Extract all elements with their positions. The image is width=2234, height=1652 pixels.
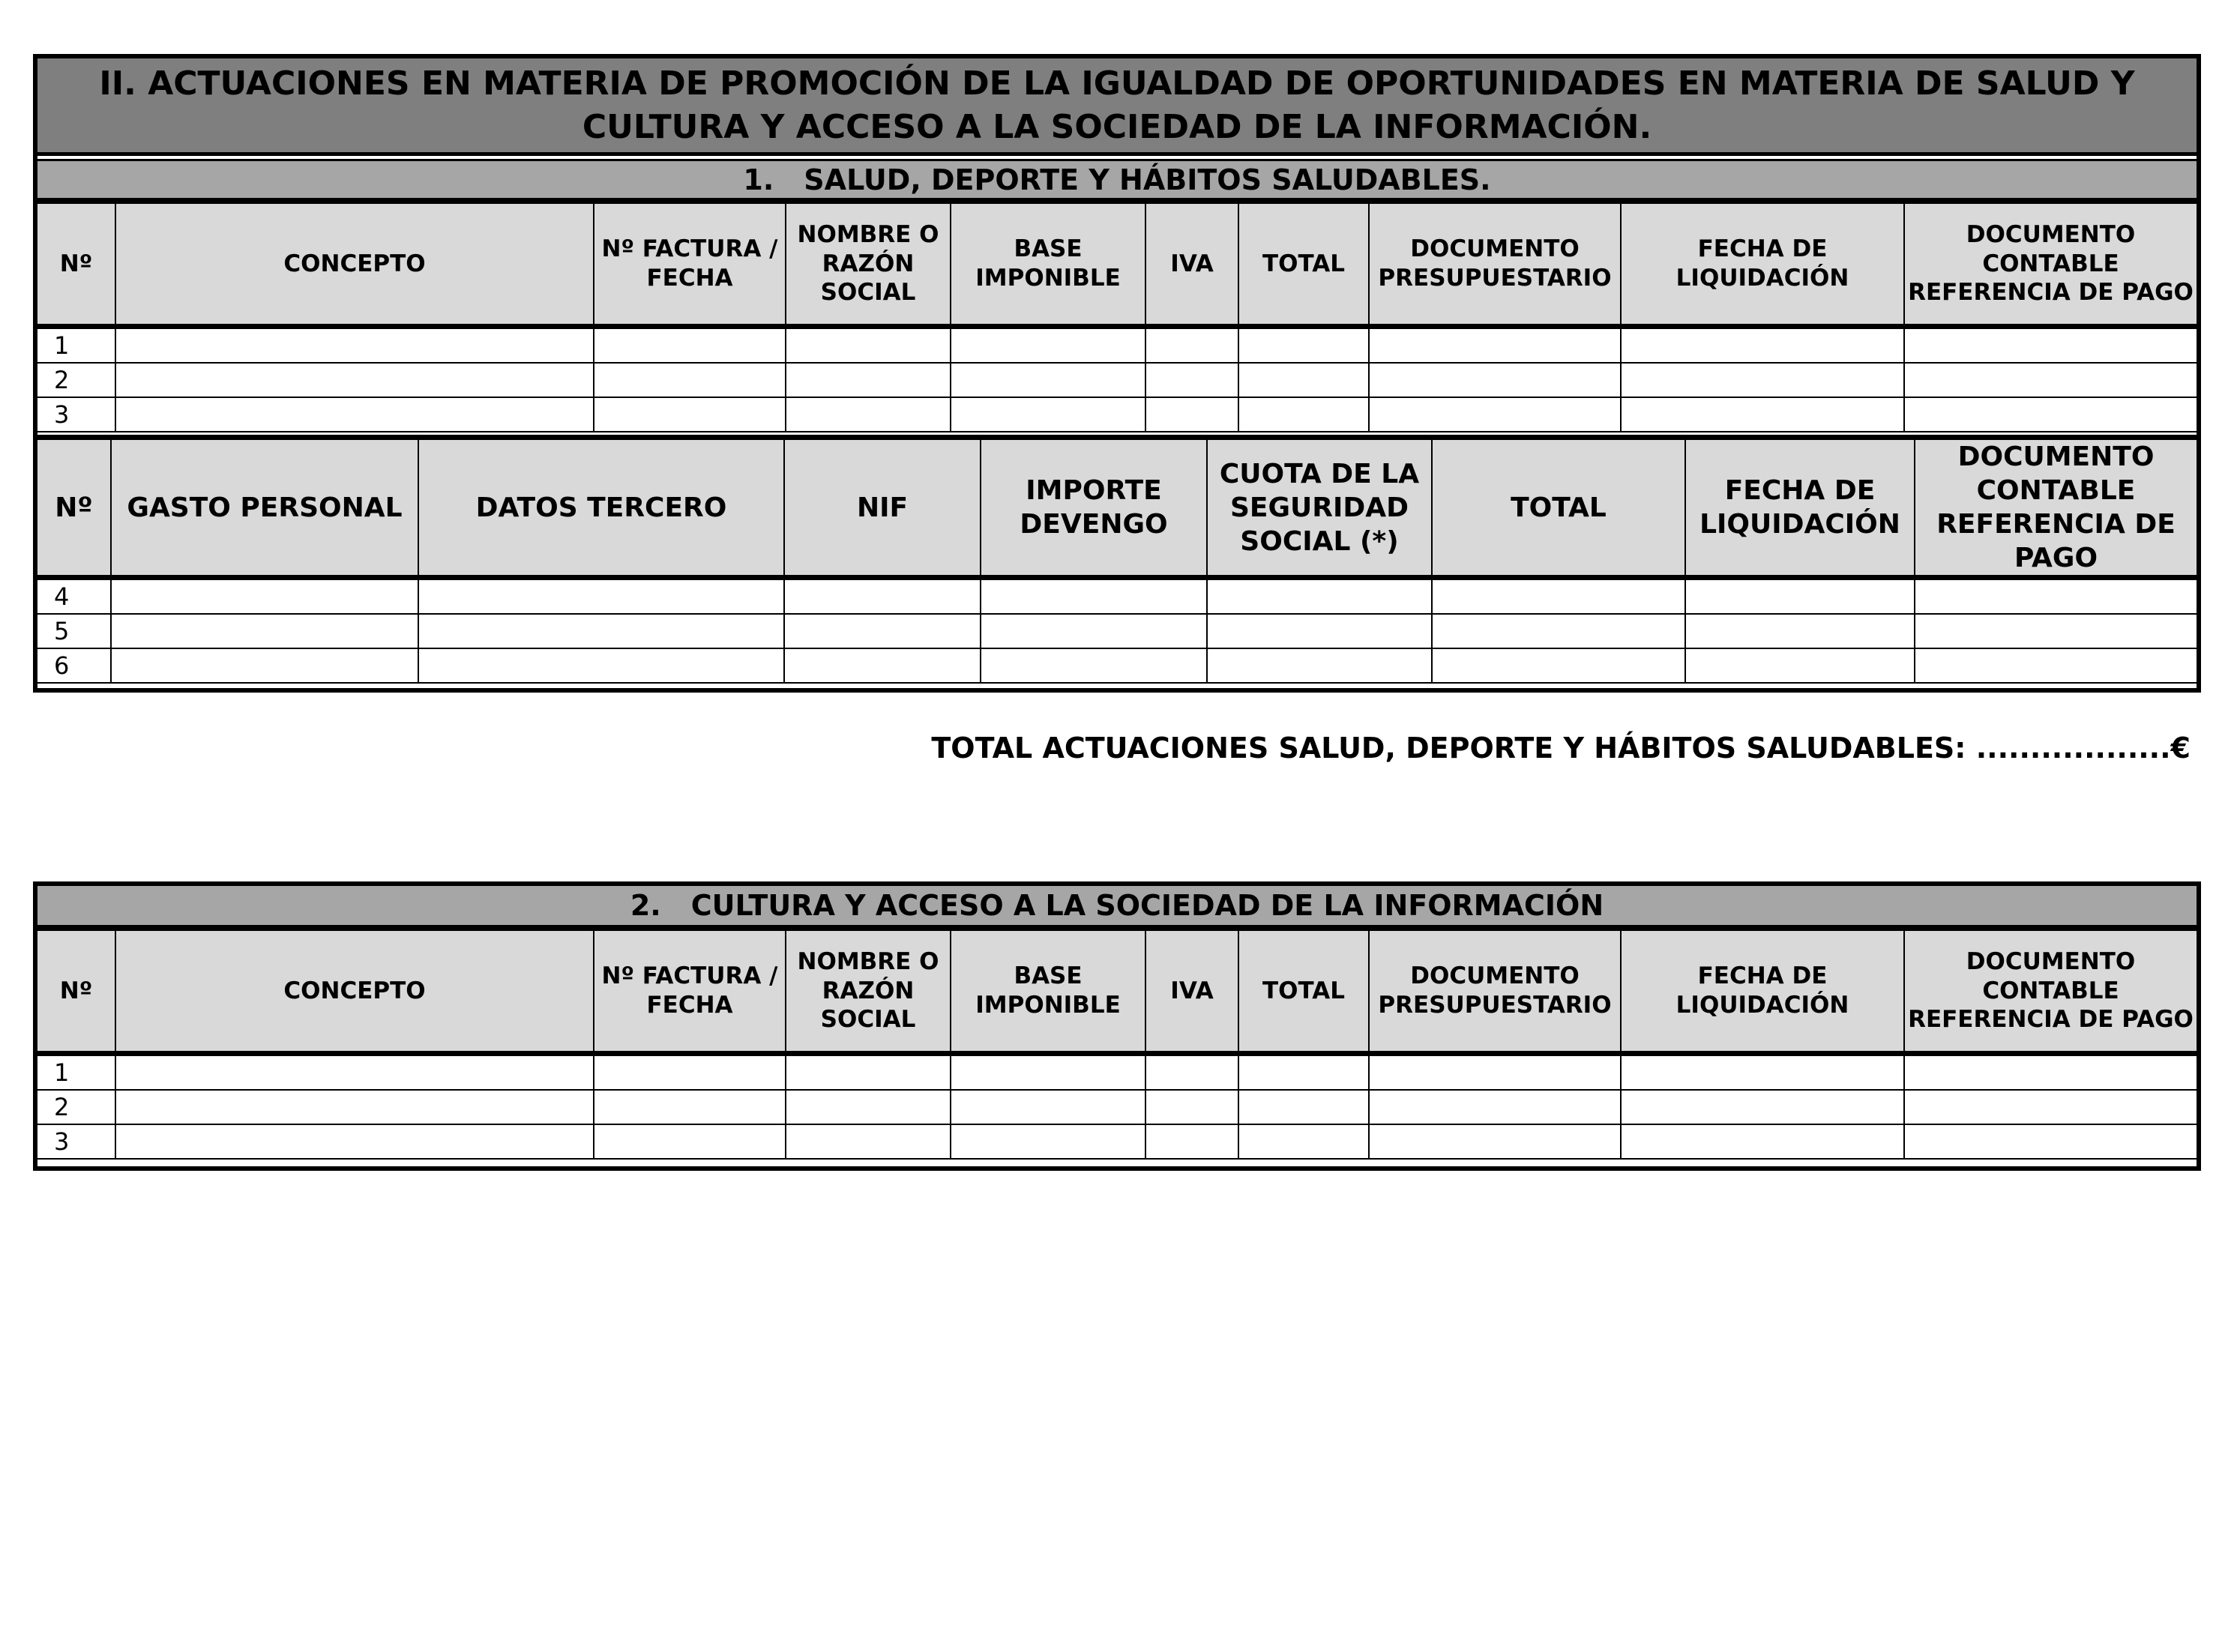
personnel-table-section1 [37, 435, 2197, 684]
col-header-doc-presupuestario: DOCUMENTO PRESUPUESTARIO [1369, 930, 1621, 1054]
table-row [37, 1054, 2197, 1091]
cell-fecha[interactable] [1621, 1124, 1904, 1159]
invoice-table-section2 [37, 929, 2197, 1160]
cell-cuota[interactable] [1207, 578, 1432, 615]
cell-total[interactable] [1238, 1054, 1369, 1091]
cell-gasto-personal[interactable] [111, 578, 418, 615]
cell-nombre[interactable] [786, 363, 951, 397]
section1-box [33, 54, 2201, 693]
table-row [37, 1090, 2197, 1124]
section1-total-line: TOTAL ACTUACIONES SALUD, DEPORTE Y HÁBITOS SALUDABLES: ..................€ [931, 732, 2191, 765]
cell-factura[interactable] [594, 397, 786, 432]
cell-concepto[interactable] [115, 1054, 594, 1091]
row-number: 5 [37, 614, 111, 648]
section1-title [37, 159, 2197, 202]
col-header-concepto: CONCEPTO [115, 203, 594, 327]
section2-box [33, 881, 2201, 1171]
cell-doc-presupuestario[interactable] [1369, 1054, 1621, 1091]
cell-doc-presupuestario[interactable] [1369, 1124, 1621, 1159]
col-header-importe-devengo: IMPORTE DEVENGO [981, 438, 1207, 578]
cell-gasto-personal[interactable] [111, 614, 418, 648]
section1-title-text: SALUD, DEPORTE Y HÁBITOS SALUDABLES. [804, 163, 1491, 196]
cell-nif[interactable] [784, 648, 981, 683]
cell-factura[interactable] [594, 1054, 786, 1091]
col-header-total: TOTAL [1238, 203, 1369, 327]
cell-nombre[interactable] [786, 1054, 951, 1091]
col-header-iva: IVA [1145, 203, 1238, 327]
cell-importe[interactable] [981, 648, 1207, 683]
cell-concepto[interactable] [115, 1090, 594, 1124]
cell-base[interactable] [951, 1124, 1145, 1159]
cell-base[interactable] [951, 1054, 1145, 1091]
cell-doc-contable[interactable] [1915, 578, 2197, 615]
col-header-datos-tercero: DATOS TERCERO [418, 438, 784, 578]
col-header-fecha-liquidacion: FECHA DE LIQUIDACIÓN [1621, 930, 1904, 1054]
table-row [37, 578, 2197, 615]
col-header-factura: Nº FACTURA / FECHA [594, 203, 786, 327]
col-header-doc-contable: DOCUMENTO CONTABLE REFERENCIA DE PAGO [1915, 438, 2197, 578]
col-header-fecha-liquidacion: FECHA DE LIQUIDACIÓN [1621, 203, 1904, 327]
cell-fecha[interactable] [1685, 614, 1915, 648]
main-title: II. ACTUACIONES EN MATERIA DE PROMOCIÓN DE LA IGUALDAD DE OPORTUNIDADES EN MATERIA DE SALUD Y CULTURA Y ACCESO A LA SOCIEDAD DE LA INFORMACIÓN. [37, 58, 2197, 156]
cell-doc-presupuestario[interactable] [1369, 363, 1621, 397]
col-header-nombre: NOMBRE O RAZÓN SOCIAL [786, 930, 951, 1054]
cell-fecha[interactable] [1621, 397, 1904, 432]
cell-concepto[interactable] [115, 363, 594, 397]
cell-total[interactable] [1432, 578, 1685, 615]
cell-total[interactable] [1238, 1124, 1369, 1159]
cell-importe[interactable] [981, 614, 1207, 648]
row-number: 1 [37, 327, 115, 364]
col-header-base: BASE IMPONIBLE [951, 930, 1145, 1054]
cell-factura[interactable] [594, 327, 786, 364]
cell-nif[interactable] [784, 614, 981, 648]
cell-factura[interactable] [594, 1090, 786, 1124]
cell-fecha[interactable] [1621, 327, 1904, 364]
col-header-doc-contable: DOCUMENTO CONTABLE REFERENCIA DE PAGO [1904, 930, 2197, 1054]
cell-datos-tercero[interactable] [418, 614, 784, 648]
row-number: 6 [37, 648, 111, 683]
cell-total[interactable] [1432, 648, 1685, 683]
cell-concepto[interactable] [115, 1124, 594, 1159]
cell-fecha[interactable] [1621, 1054, 1904, 1091]
cell-iva[interactable] [1145, 1090, 1238, 1124]
section2-title [37, 886, 2197, 929]
col-header-no: Nº [37, 438, 111, 578]
cell-total[interactable] [1238, 1090, 1369, 1124]
row-number: 3 [37, 1124, 115, 1159]
cell-iva[interactable] [1145, 397, 1238, 432]
cell-fecha[interactable] [1685, 578, 1915, 615]
cell-base[interactable] [951, 363, 1145, 397]
cell-doc-presupuestario[interactable] [1369, 1090, 1621, 1124]
row-number: 2 [37, 1090, 115, 1124]
cell-base[interactable] [951, 397, 1145, 432]
cell-iva[interactable] [1145, 1124, 1238, 1159]
col-header-no: Nº [37, 203, 115, 327]
col-header-gasto-personal: GASTO PERSONAL [111, 438, 418, 578]
table-header-row [37, 203, 2197, 327]
cell-doc-contable[interactable] [1904, 363, 2197, 397]
section2-number: 2. [630, 889, 661, 922]
col-header-no: Nº [37, 930, 115, 1054]
cell-fecha[interactable] [1685, 648, 1915, 683]
cell-doc-presupuestario[interactable] [1369, 397, 1621, 432]
cell-doc-contable[interactable] [1915, 648, 2197, 683]
table-header-row [37, 438, 2197, 578]
col-header-base: BASE IMPONIBLE [951, 203, 1145, 327]
row-number: 1 [37, 1054, 115, 1091]
cell-factura[interactable] [594, 1124, 786, 1159]
cell-total[interactable] [1238, 397, 1369, 432]
invoice-table-section1 [37, 202, 2197, 432]
col-header-nombre: NOMBRE O RAZÓN SOCIAL [786, 203, 951, 327]
cell-nombre[interactable] [786, 397, 951, 432]
cell-total[interactable] [1432, 614, 1685, 648]
table-row [37, 327, 2197, 364]
col-header-doc-contable: DOCUMENTO CONTABLE REFERENCIA DE PAGO [1904, 203, 2197, 327]
cell-doc-contable[interactable] [1904, 327, 2197, 364]
table-row [37, 363, 2197, 397]
table-row [37, 1124, 2197, 1159]
cell-fecha[interactable] [1621, 363, 1904, 397]
cell-concepto[interactable] [115, 327, 594, 364]
cell-nombre[interactable] [786, 1124, 951, 1159]
cell-total[interactable] [1238, 327, 1369, 364]
table-row [37, 648, 2197, 683]
cell-doc-contable[interactable] [1904, 1054, 2197, 1091]
cell-doc-contable[interactable] [1904, 1124, 2197, 1159]
col-header-fecha-liquidacion: FECHA DE LIQUIDACIÓN [1685, 438, 1915, 578]
col-header-cuota-ss: CUOTA DE LA SEGURIDAD SOCIAL (*) [1207, 438, 1432, 578]
cell-iva[interactable] [1145, 1054, 1238, 1091]
cell-base[interactable] [951, 327, 1145, 364]
cell-concepto[interactable] [115, 397, 594, 432]
table-header-row [37, 930, 2197, 1054]
cell-factura[interactable] [594, 363, 786, 397]
cell-fecha[interactable] [1621, 1090, 1904, 1124]
row-number: 2 [37, 363, 115, 397]
row-number: 4 [37, 578, 111, 615]
cell-nombre[interactable] [786, 327, 951, 364]
cell-iva[interactable] [1145, 363, 1238, 397]
col-header-iva: IVA [1145, 930, 1238, 1054]
table-row [37, 397, 2197, 432]
cell-datos-tercero[interactable] [418, 648, 784, 683]
cell-cuota[interactable] [1207, 614, 1432, 648]
col-header-concepto: CONCEPTO [115, 930, 594, 1054]
col-header-factura: Nº FACTURA / FECHA [594, 930, 786, 1054]
col-header-nif: NIF [784, 438, 981, 578]
cell-total[interactable] [1238, 363, 1369, 397]
table-row [37, 614, 2197, 648]
cell-importe[interactable] [981, 578, 1207, 615]
cell-doc-presupuestario[interactable] [1369, 327, 1621, 364]
cell-gasto-personal[interactable] [111, 648, 418, 683]
cell-nif[interactable] [784, 578, 981, 615]
col-header-doc-presupuestario: DOCUMENTO PRESUPUESTARIO [1369, 203, 1621, 327]
col-header-total: TOTAL [1238, 930, 1369, 1054]
cell-doc-contable[interactable] [1904, 1090, 2197, 1124]
section1-number: 1. [743, 163, 774, 196]
col-header-total: TOTAL [1432, 438, 1685, 578]
section2-title-text: CULTURA Y ACCESO A LA SOCIEDAD DE LA INFORMACIÓN [690, 889, 1604, 922]
cell-doc-contable[interactable] [1904, 397, 2197, 432]
row-number: 3 [37, 397, 115, 432]
cell-iva[interactable] [1145, 327, 1238, 364]
cell-nombre[interactable] [786, 1090, 951, 1124]
cell-datos-tercero[interactable] [418, 578, 784, 615]
cell-cuota[interactable] [1207, 648, 1432, 683]
cell-doc-contable[interactable] [1915, 614, 2197, 648]
cell-base[interactable] [951, 1090, 1145, 1124]
